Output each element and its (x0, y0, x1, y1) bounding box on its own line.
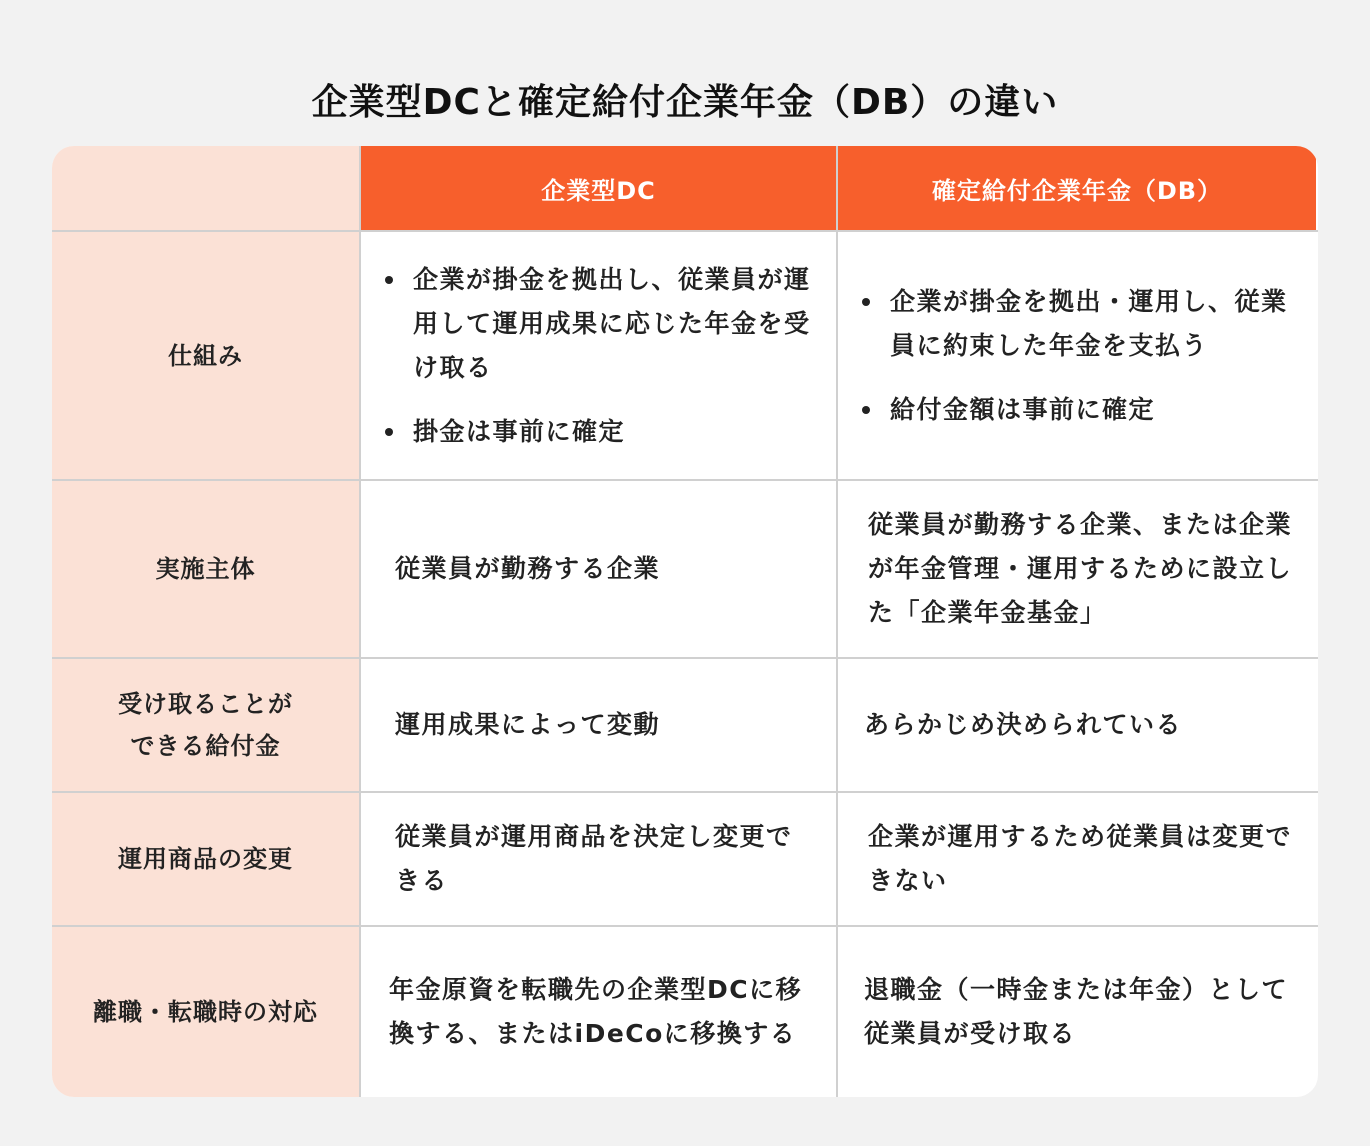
db-cell (838, 232, 1316, 479)
header-dc-label: 企業型DC (541, 176, 656, 205)
row-label-cell (52, 927, 361, 1097)
list-item: 企業が掛金を拠出し、従業員が運用して運用成果に応じた年金を受け取る (385, 258, 812, 390)
row-label: 仕組み (168, 341, 243, 370)
header-cell-dc (361, 146, 838, 230)
dc-text: 年金原資を転職先の企業型DCに移換する、またはiDeCoに移換する (389, 975, 803, 1048)
header-db-label: 確定給付企業年金（DB） (931, 176, 1223, 205)
db-text: 退職金（一時金または年金）として従業員が受け取る (864, 975, 1289, 1048)
table-row (52, 230, 1318, 479)
row-label: 運用商品の変更 (118, 845, 293, 873)
db-bullet-list (862, 280, 1292, 432)
header-cell-empty (52, 146, 361, 230)
row-label-cell (52, 481, 361, 657)
header-cell-db (838, 146, 1316, 230)
bullet-icon (385, 428, 393, 436)
list-item: 掛金は事前に確定 (385, 410, 812, 454)
db-cell (838, 481, 1316, 657)
bullet-icon (385, 276, 393, 284)
table-row (52, 791, 1318, 925)
dc-cell (361, 793, 838, 925)
table-row (52, 657, 1318, 791)
dc-text: 運用成果によって変動 (395, 710, 661, 739)
dc-cell (361, 927, 838, 1097)
page-title: 企業型DCと確定給付企業年金（DB）の違い (311, 82, 1059, 124)
dc-cell (361, 659, 838, 791)
comparison-table (52, 146, 1318, 1097)
list-item: 給付金額は事前に確定 (862, 388, 1292, 432)
row-label-cell (52, 232, 361, 479)
db-text: 従業員が勤務する企業、または企業が年金管理・運用するために設立した「企業年金基金」 (868, 510, 1293, 627)
dc-cell (361, 481, 838, 657)
dc-bullet-list (385, 258, 812, 454)
row-label-cell (52, 793, 361, 925)
db-text: 企業が運用するため従業員は変更できない (868, 822, 1293, 895)
row-label: 離職・転職時の対応 (93, 998, 318, 1026)
db-cell (838, 659, 1316, 791)
table-header-row (52, 146, 1318, 230)
table-row (52, 925, 1318, 1097)
db-cell (838, 927, 1316, 1097)
table-row (52, 479, 1318, 657)
db-text: あらかじめ決められている (864, 710, 1183, 739)
row-label: 受け取ることが できる給付金 (118, 690, 293, 760)
dc-cell (361, 232, 838, 479)
db-cell (838, 793, 1316, 925)
row-label-cell (52, 659, 361, 791)
bullet-icon (862, 406, 870, 414)
bullet-icon (862, 298, 870, 306)
list-item: 企業が掛金を拠出・運用し、従業員に約束した年金を支払う (862, 280, 1292, 368)
row-label: 実施主体 (155, 555, 256, 583)
dc-text: 従業員が運用商品を決定し変更できる (395, 822, 793, 895)
dc-text: 従業員が勤務する企業 (395, 554, 661, 583)
